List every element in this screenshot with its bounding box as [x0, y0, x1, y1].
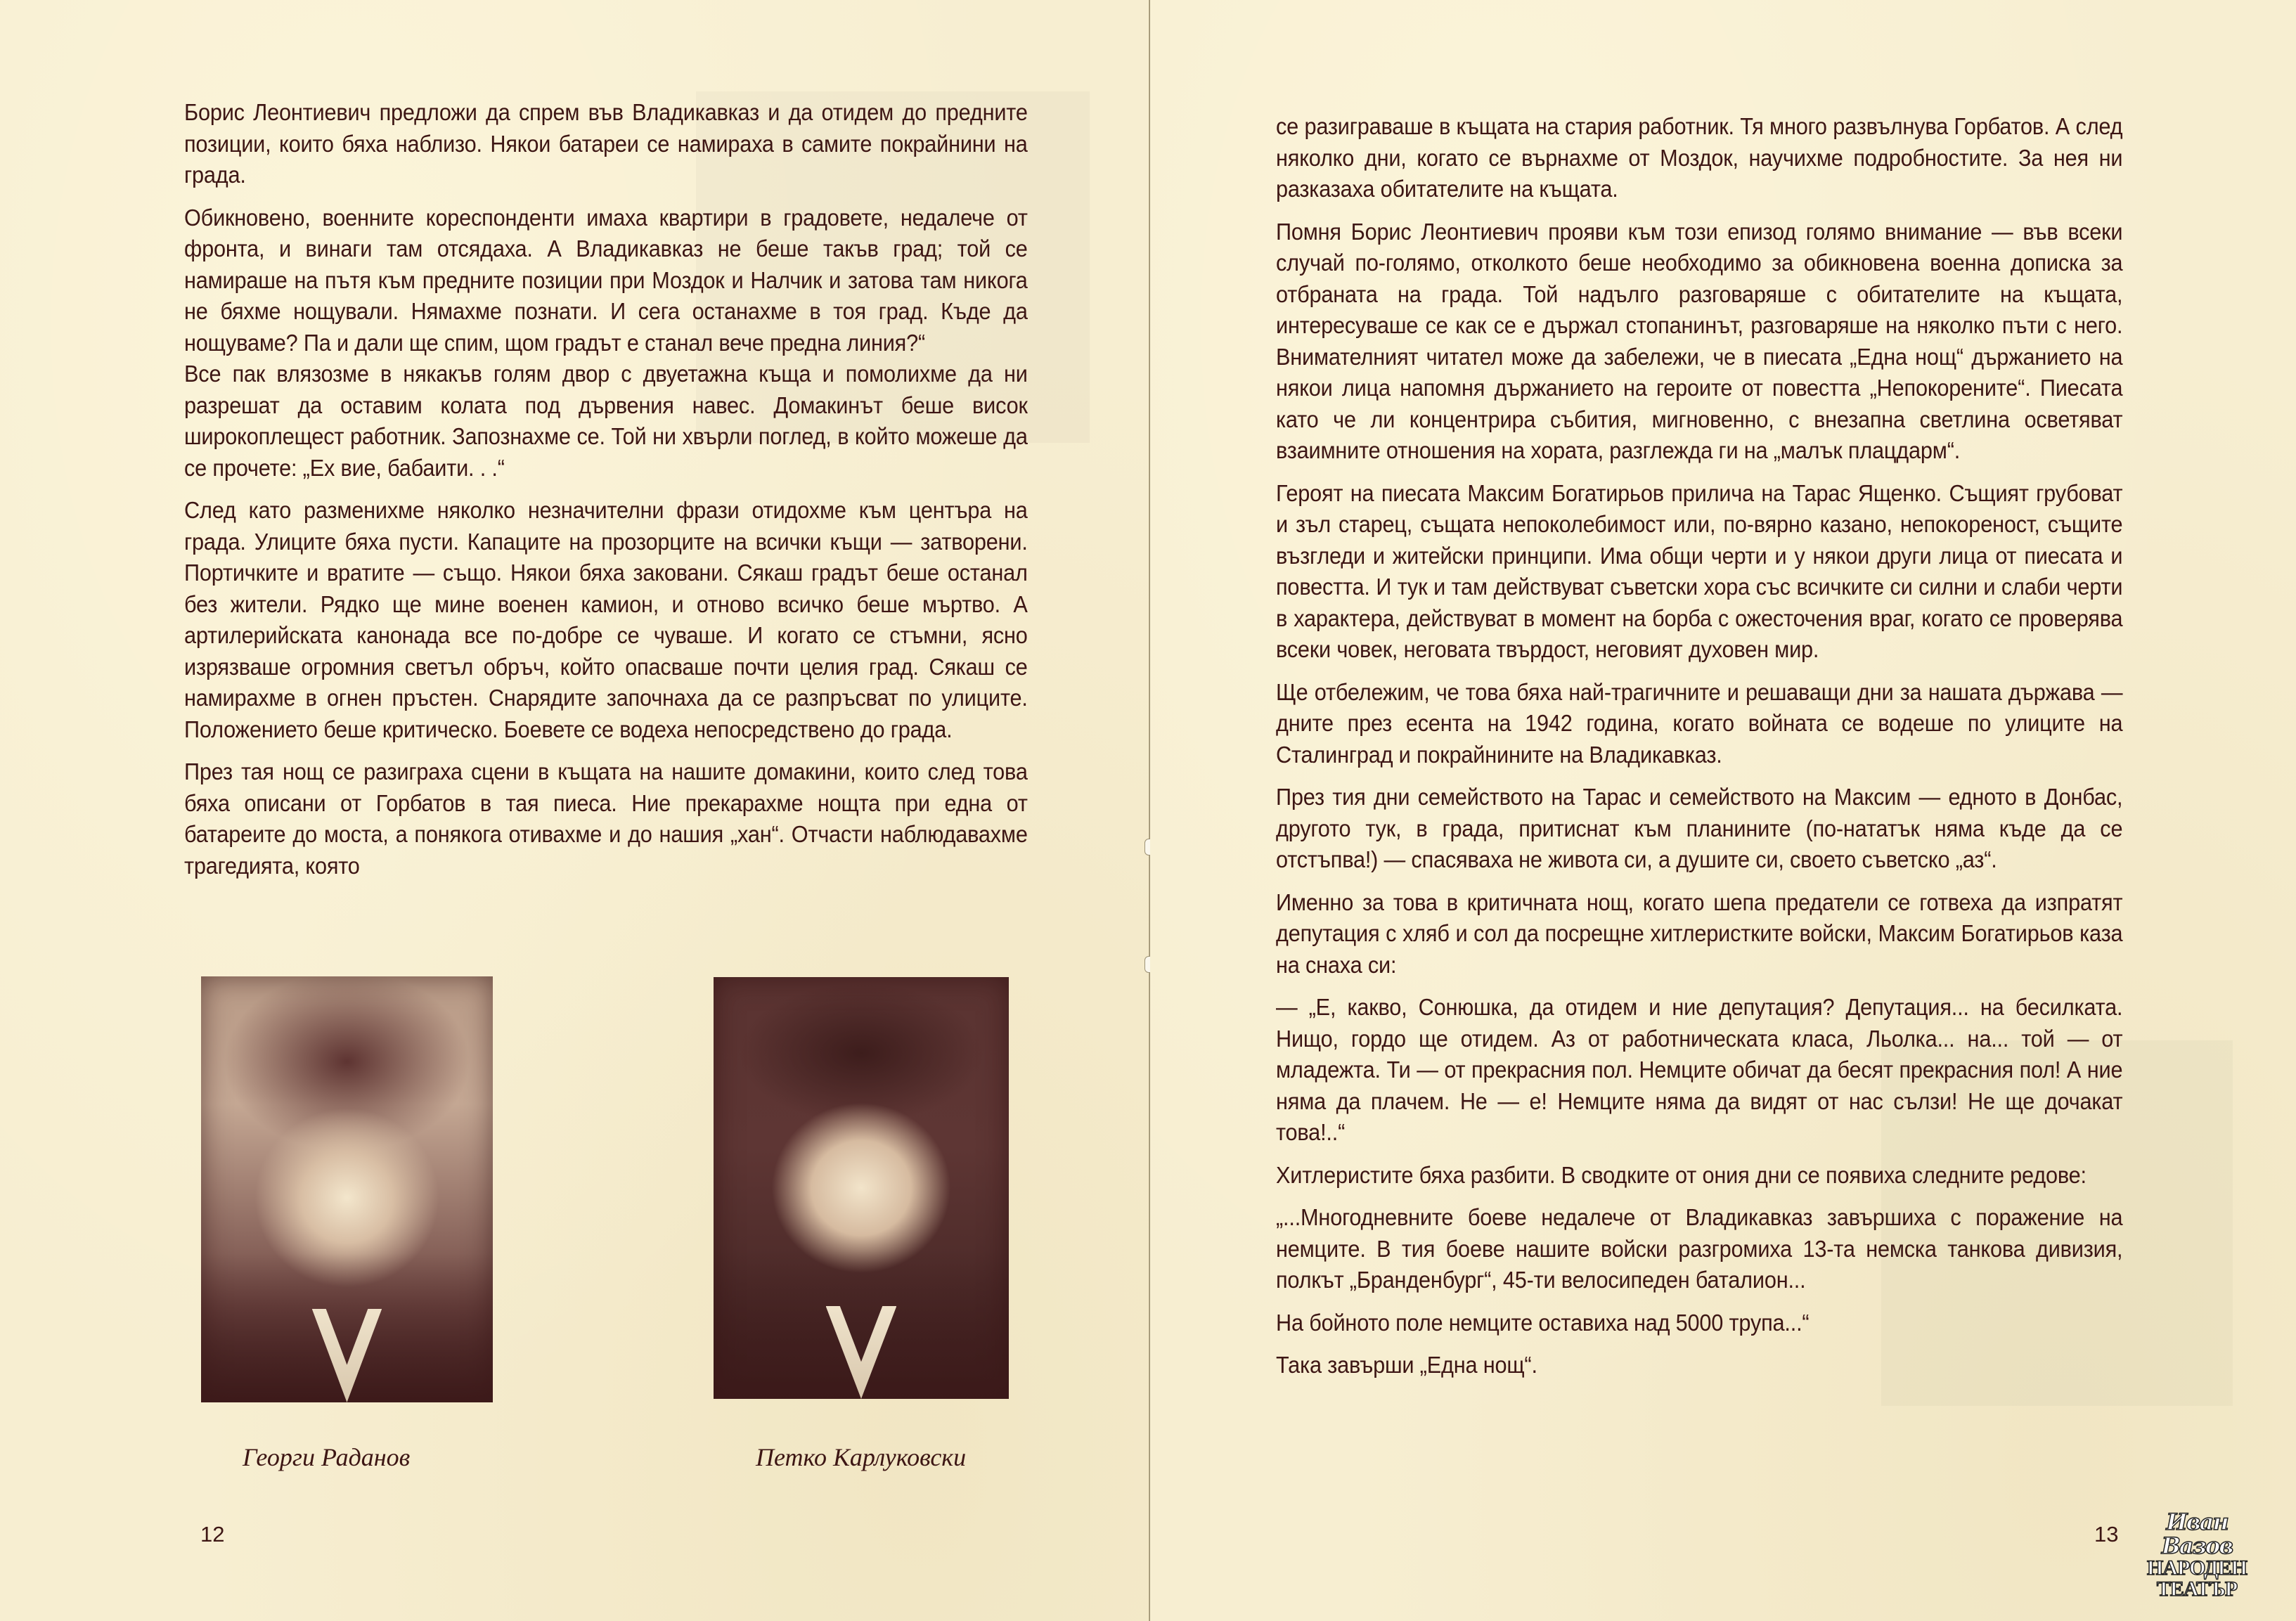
closing-line: Така завърши „Една нощ“.: [1276, 1352, 1537, 1378]
paragraph: Борис Леонтиевич предложи да спрем във Владикавказ и да отидем до предните позиции, които бяха наблизо. Някои батареи се намираха в самите покрайнини на града.: [184, 99, 1028, 188]
paragraph: След като разменихме няколко незначителни фрази отидохме към центъра на града. Улиците бяха пусти. Капаците на прозорците на всички къщи — затворени. Портичките и вратите — също. Някои бяха заковани. Сякаш градът беше останал без жители. Рядко ще мине военен камион, и отново всичко беше мъртво. А артилерийската канонада все по-добре се чуваше. И когато се стъмни, ясно изрязваше огромния светъл обръч, който опасваше почти целия град. Сякаш се намирахме в огнен пръстен. Снарядите започнаха да се разпръсват по улиците. Положението беше критическо. Боевете се водеха непосредствено до града.: [184, 497, 1028, 742]
right-page: [1150, 0, 2296, 1621]
quote-paragraph: „...Многодневните боеве недалече от Владикавказ завършиха с поражение на немците. В тия боеве нашите войски разгромиха 13-та немска танкова дивизия, полкът „Бранденбург“, 45-ти велосипеден баталион...: [1276, 1204, 2123, 1293]
quote-paragraph: На бойното поле немците оставиха над 5000 трупа...“: [1276, 1309, 1810, 1336]
right-page-text: [1276, 111, 2122, 1393]
paragraph: Хитлеристите бяха разбити. В сводките от ония дни се появиха следните редове:: [1276, 1161, 2087, 1188]
portrait-photo-georgi-radanov: [201, 976, 493, 1402]
logo-text-line2: ТЕАТЪР: [2156, 1577, 2238, 1601]
paragraph: Все пак влязозме в някакъв голям двор с двуетажна къща и помолихме да ни разрешат да оставим колата под дървения навес. Домакинът беше висок широкоплещест работник. Запознахме се. Той ни хвърли поглед, в който можеше да се прочете: „Ех вие, бабаити. . .“: [184, 361, 1028, 481]
page-number: 13: [2094, 1522, 2119, 1546]
quote-paragraph: — „Е, какво, Сонюшка, да отидем и ние депутация? Депутация... на бесилката. Нищо, гордо ще отидем. Аз от работническата класа, Льолка... на... той — от младежта. Ти — от прекрасния пол. Немците обичат да бесят прекрасния пол! А ние няма да плачем. Не — е! Немците няма да видят от нас сълзи! Не ще дочакат това!..“: [1276, 994, 2123, 1145]
portrait-photo-petko-karlukovski: [714, 977, 1009, 1399]
photo-caption: Георги Раданов: [243, 1443, 411, 1471]
logo-text-line1: НАРОДЕН: [2147, 1556, 2247, 1580]
paragraph: Героят на пиесата Максим Богатирьов прилича на Тарас Ященко. Същият грубоват и зъл старец, същата непоколебимост или, по-вярно казано, непокореност, същите възгледи и житейски принципи. Има общи черти и у някои други лица от пиесата и повестта. И тук и там действуват съветски хора със всичките си силни и слаби черти в характера, действуват в момент на борба с ожесточения враг, когато се проверява всеки човек, неговата твърдост, неговият духовен мир.: [1276, 479, 2123, 662]
page-number: 12: [200, 1522, 225, 1546]
paragraph: Именно за това в критичната нощ, когато шепа предатели се готвеха да изпратят депутация с хляб и сол да посрещне хитлеристките войски, Максим Богатирьов каза на снаха си:: [1276, 889, 2123, 978]
photo-caption: Петко Карлуковски: [756, 1443, 967, 1471]
logo-signature: Иван Вазов: [2161, 1509, 2233, 1559]
paragraph: Обикновено, военните кореспонденти имаха квартири в градовете, недалече от фронта, и винаги там отсядаха. А Владикавказ не беше такъв град; той се намираше на пътя към предните позиции при Моздок и Налчик и затова там никога не бяхме нощували. Нямахме познати. И сега останахме в тоя град. Къде да нощуваме? Па и дали ще спим, щом градът е станал вече предна линия?“: [184, 204, 1028, 356]
national-theatre-logo: [2141, 1509, 2253, 1601]
paragraph: Ще отбележим, че това бяха най-трагичните и решаващи дни за нашата държава — дните през есента на 1942 година, когато войната се водеше по улиците на Сталинград и покрайнините на Владикавказ.: [1276, 678, 2123, 768]
paragraph: През тия дни семейството на Тарас и семейството на Максим — едното в Донбас, другото тук, в града, притиснат към планините (по-нататък няма къде да се отстъпва!) — спасяваха не живота си, а душите си, своето съветско „аз“.: [1276, 784, 2123, 872]
paragraph: се разиграваше в къщата на стария работник. Тя много развълнува Горбатов. А след няколко дни, когато се върнахме от Моздок, научихме подробностите. За нея ни разказаха обитателите на къщата.: [1276, 113, 2123, 202]
left-page-text: [184, 97, 1028, 893]
paragraph: Помня Борис Леонтиевич прояви към този епизод голямо внимание — във всеки случай по-голямо, отколкото беше необходимо за обикновена военна дописка за отбраната на града. Той надълго разговаряше с обитателите на къщата, интересуваше се как се е държал стопанинът, разговаряше на няколко пъти с него. Внимателният читател може да забележи, че в пиесата „Една нощ“ държанието на някои лица напомня държанието на героите от повестта „Непокорените“. Пиесата като че ли концентрира събития, мигновенно, с внезапна светлина осветяват взаимните отношения на хората, разглежда ги на „малък плацдарм“.: [1276, 218, 2123, 463]
paragraph: През тая нощ се разиграха сцени в къщата на нашите домакини, които след това бяха описани от Горбатов в тая пиеса. Ние прекарахме нощта при една от батареите до моста, а понякога отивахме и до нашия „хан“. Отчасти наблюдавахме трагедията, която: [184, 758, 1028, 879]
